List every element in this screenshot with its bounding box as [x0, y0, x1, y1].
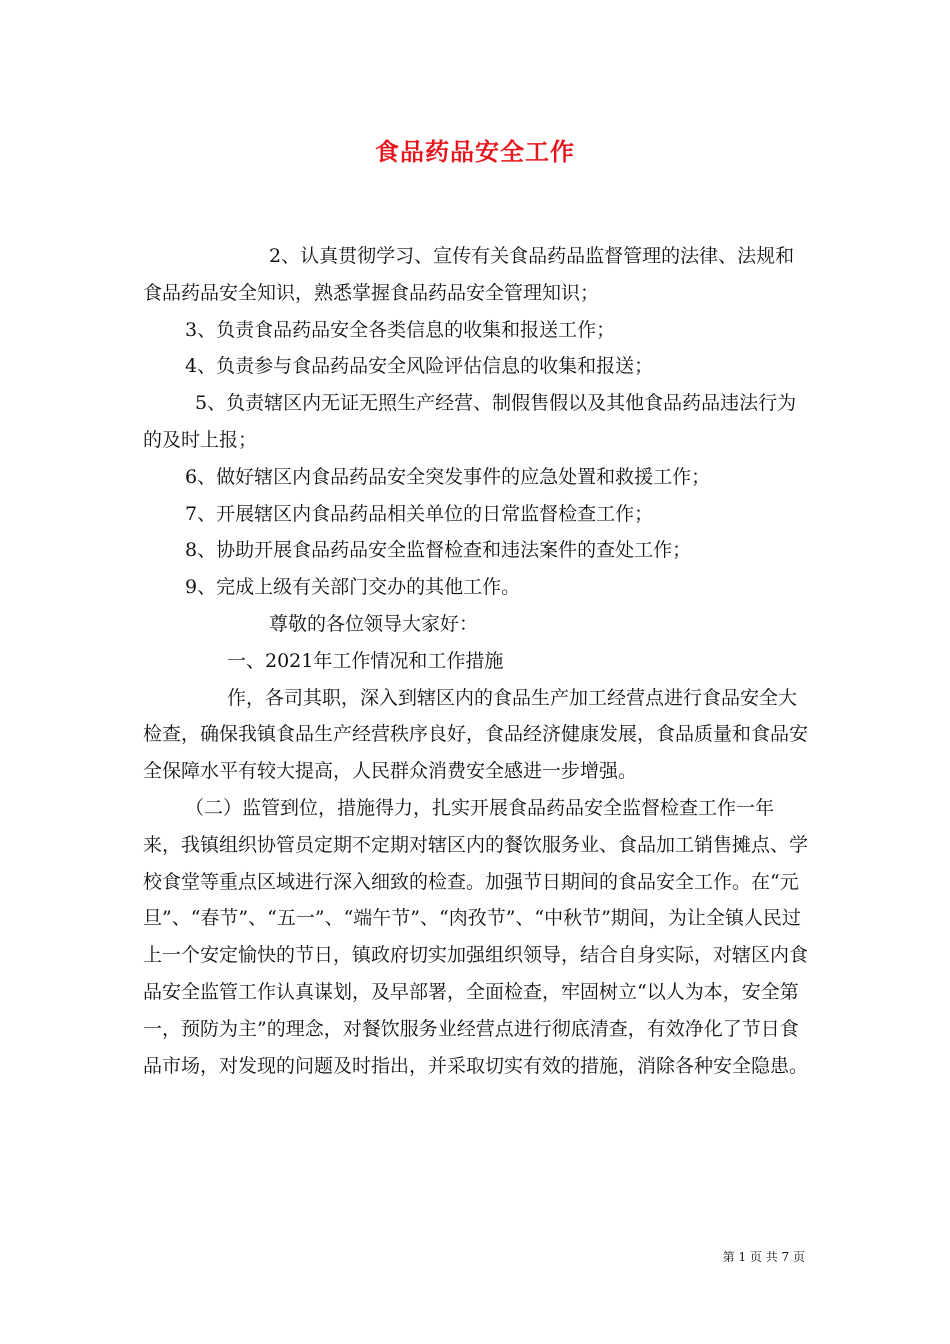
paragraph-item-8: 8、协助开展食品药品安全监督检查和违法案件的查处工作；	[185, 539, 692, 562]
paragraph-item-5: 5、负责辖区内无证无照生产经营、制假售假以及其他食品药品违法行为的及时上报；	[143, 392, 797, 451]
paragraph-item-6: 6、做好辖区内食品药品安全突发事件的应急处置和救援工作；	[185, 465, 711, 488]
paragraph-item-3: 3、负责食品药品安全各类信息的收集和报送工作；	[185, 318, 616, 341]
paragraph-work-summary: 作，各司其职，深入到辖区内的食品生产加工经营点进行食品安全大检查，确保我镇食品生产经营秩序良好，食品经济健康发展，食品质量和食品安全保障水平有较大提高，人民群众消费安全感进一步增强。	[143, 686, 809, 783]
paragraph-item-4: 4、负责参与食品药品安全风险评估信息的收集和报送；	[185, 355, 654, 378]
paragraph-supervision: （二）监管到位，措施得力，扎实开展食品药品安全监督检查工作一年来，我镇组织协管员定期不定期对辖区内的餐饮服务业、食品加工销售摊点、学校食堂等重点区域进行深入细致的检查。加强节日期间的食品安全工作。在“元旦”、“春节”、“五一”、“端午节”、“肉孜节”、“中秋节”期间，为让全镇人民过上一个安定愉快的节日，镇政府切实加强组织领导，结合自身实际，对辖区内食品安全监管工作认真谋划，及早部署，全面检查，牢固树立“以人为本，安全第一，预防为主”的理念，对餐饮服务业经营点进行彻底清查，有效净化了节日食品市场，对发现的问题及时指出，并采取切实有效的措施，消除各种安全隐患。	[143, 796, 809, 1077]
document-body	[143, 238, 811, 1084]
paragraph-item-7: 7、开展辖区内食品药品相关单位的日常监督检查工作；	[185, 502, 654, 525]
page-number: 第 1 页 共 7 页	[722, 1250, 805, 1264]
paragraph-item-9: 9、完成上级有关部门交办的其他工作。	[185, 576, 521, 599]
document-title: 食品药品安全工作	[375, 137, 575, 166]
greeting: 尊敬的各位领导大家好：	[269, 612, 479, 635]
paragraph-item-2: 2、认真贯彻学习、宣传有关食品药品监督管理的法律、法规和食品药品安全知识，熟悉掌握食品药品安全管理知识；	[143, 245, 795, 304]
section-heading: 一、2021年工作情况和工作措施	[227, 649, 504, 672]
